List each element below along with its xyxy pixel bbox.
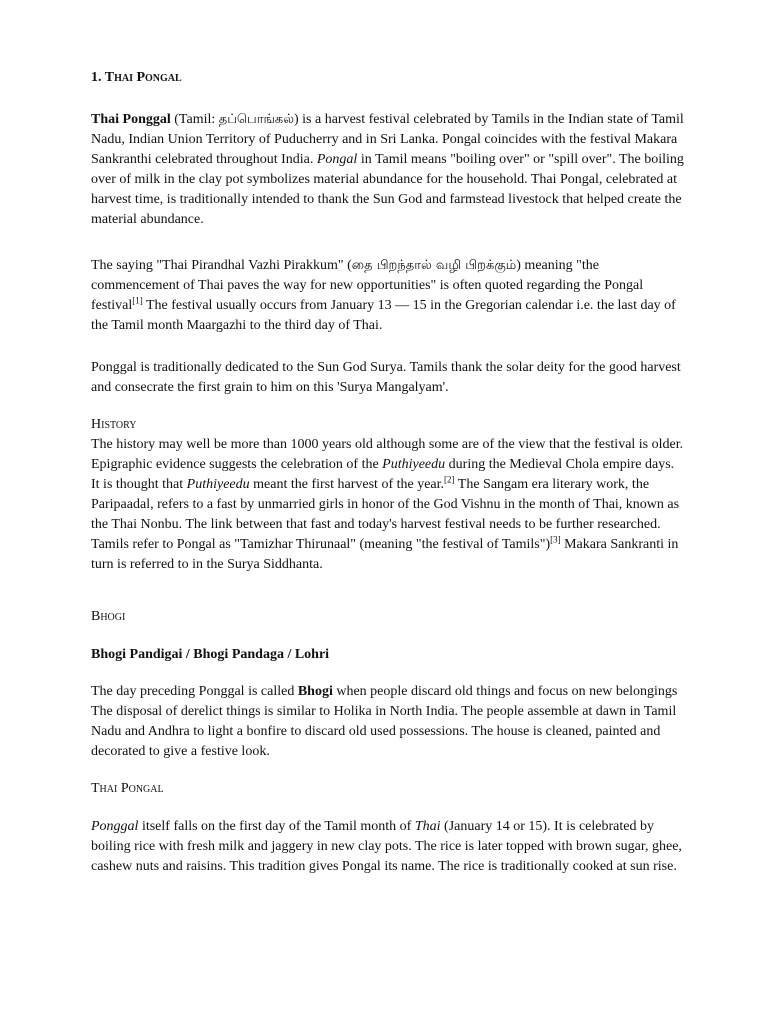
bhogi-heading: Bhogi [91, 609, 126, 624]
term-puthiyeedu-1: Puthiyeedu [382, 457, 446, 472]
term-puthiyeedu-2: Puthiyeedu [186, 477, 250, 492]
thai-pongal-text-2: (January 14 or 15). It is celebrated by boiling rice with fresh milk and jaggery in new clay pots. The rice is later topped with brown sugar, ghee, cashew nuts and raisins. This tradition gives Pongal its name. The rice is traditionally cooked at sun rise. [91, 819, 682, 874]
bhogi-subheading: Bhogi Pandigai / Bhogi Pandaga / Lohri [91, 647, 330, 662]
history-paragraph [91, 435, 685, 575]
thai-pongal-text-1: itself falls on the first day of the Tamil month of [138, 819, 415, 834]
bhogi-text-2: when people discard old things and focus on new belongings The disposal of derelict things is similar to Holika in North India. The people assemble at dawn in Tamil Nadu and Andhra to light a bonfire to discard old used possessions. The house is cleaned, painted and decorated to give a festive look. [91, 684, 678, 759]
intro-paragraph-1 [91, 110, 685, 230]
intro-p1-text-2: in Tamil means "boiling over" or "spill over". The boiling over of milk in the clay pot symbolizes material abundance for the household. Thai Pongal, celebrated at harvest time, is traditionally intended to thank the Sun God and farmstead livestock that helped create the material abundance. [91, 152, 684, 227]
term-pongal: Pongal [316, 152, 358, 167]
history-text-4: The Sangam era literary work, the Paripaadal, refers to a fast by unmarried girls in honor of the God Vishnu in the month of Thai, known as the Thai Nonbu. The link between that fast and today's harvest festival needs to be further researched. Tamils refer to Pongal as "Tamizhar Thirunaal" (meaning "the festival of Tamils") [91, 477, 680, 552]
intro-paragraph-2 [91, 256, 685, 336]
footnote-ref-2[interactable]: [2] [444, 474, 455, 485]
history-text-3: meant the first harvest of the year. [249, 477, 445, 492]
section-title: 1. Thai Pongal [91, 70, 182, 85]
intro-p2-text-2: ) meaning "the commencement of Thai paves the way for new opportunities" is often quoted regarding the Pongal festival [91, 258, 644, 313]
thai-pongal-heading: Thai Pongal [91, 781, 164, 796]
intro-paragraph-3: Ponggal is traditionally dedicated to the Sun God Surya. Tamils thank the solar deity for the good harvest and consecrate the first grain to him on this 'Surya Mangalyam'. [91, 360, 681, 395]
intro-p1-text-1: ) is a harvest festival celebrated by Tamils in the Indian state of Tamil Nadu, Indian Union Territory of Puducherry and in Sri Lanka. Pongal coincides with the festival Makara Sankranthi celebrated throughout India. [91, 112, 684, 167]
intro-p2-text-1: The saying "Thai Pirandhal Vazhi Pirakkum" ( [91, 258, 352, 273]
term-thai-ponggal: Thai Ponggal [91, 112, 171, 127]
bhogi-text-1: The day preceding Ponggal is called [91, 684, 298, 699]
tamil-name: தப்பொங்கல் [218, 112, 294, 127]
footnote-ref-3[interactable]: [3] [550, 534, 561, 545]
term-bhogi: Bhogi [297, 684, 333, 699]
thai-pongal-paragraph [91, 817, 685, 877]
footnote-ref-1[interactable]: [1] [132, 295, 143, 306]
history-text-5: Makara Sankranti in turn is referred to in the Surya Siddhanta. [91, 537, 679, 572]
intro-p1-tamil-prefix: (Tamil: [170, 112, 219, 127]
tamil-saying: தை பிறந்தால் வழி பிறக்கும் [351, 258, 517, 273]
history-text-2: during the Medieval Chola empire days. It is thought that [91, 457, 675, 492]
term-thai: Thai [414, 819, 441, 834]
history-heading: History [91, 417, 137, 432]
bhogi-paragraph [91, 682, 685, 762]
history-text-1: The history may well be more than 1000 years old although some are of the view that the festival is older. Epigraphic evidence suggests the celebration of the [91, 437, 684, 472]
intro-p2-text-3: The festival usually occurs from January 13 — 15 in the Gregorian calendar i.e. the last day of the Tamil month Maargazhi to the third day of Thai. [91, 298, 676, 333]
term-ponggal: Ponggal [91, 819, 139, 834]
